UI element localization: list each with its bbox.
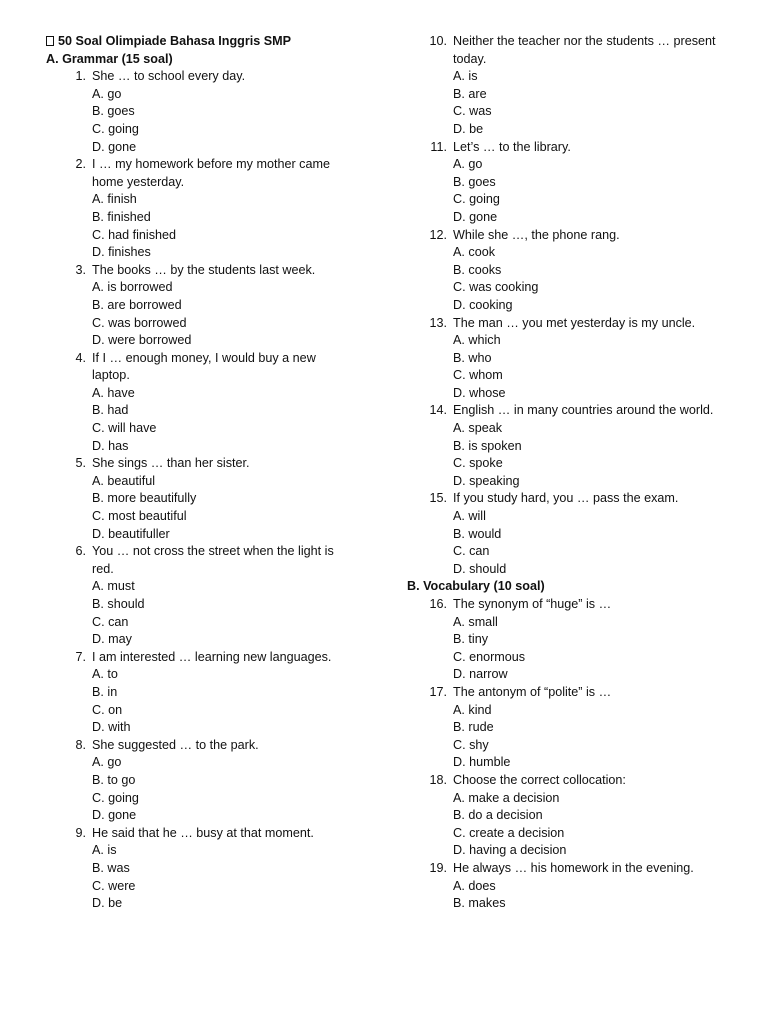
- question-stem: [46, 455, 376, 473]
- question-stem: [407, 772, 752, 790]
- question-text: Neither the teacher nor the students … present today.: [453, 34, 716, 66]
- answer-option: B. who: [453, 350, 492, 365]
- document-title-text: 50 Soal Olimpiade Bahasa Inggris SMP: [58, 34, 292, 48]
- answer-option: C. shy: [453, 737, 489, 752]
- question-item: [407, 490, 752, 578]
- answer-option: B. is spoken: [453, 438, 522, 453]
- answer-option: A. speak: [453, 421, 503, 436]
- question-number: 5.: [75, 456, 86, 471]
- answer-option: C. will have: [92, 421, 157, 436]
- question-item: [46, 455, 376, 543]
- question-item: [46, 825, 376, 913]
- answer-option: B. tiny: [453, 632, 488, 647]
- answer-option: B. goes: [453, 174, 496, 189]
- question-stem: [46, 649, 376, 667]
- question-stem: [407, 315, 752, 333]
- question-stem: [407, 402, 752, 420]
- question-stem: [407, 139, 752, 157]
- question-item: [407, 596, 752, 684]
- answer-option: B. goes: [92, 104, 135, 119]
- answer-option: C. were: [92, 878, 136, 893]
- answer-option: C. had finished: [92, 227, 177, 242]
- question-list-left: [46, 68, 376, 913]
- answer-option: B. should: [92, 597, 145, 611]
- question-stem: [46, 262, 376, 280]
- question-item: [46, 350, 376, 456]
- answer-option: D. cooking: [453, 297, 513, 312]
- answer-option: B. to go: [92, 772, 136, 787]
- answer-option: B. finished: [92, 209, 151, 224]
- question-stem: [407, 860, 752, 878]
- question-stem: [407, 227, 752, 245]
- answer-option: D. may: [92, 632, 132, 647]
- answer-option: C. was cooking: [453, 280, 539, 295]
- answer-option: C. create a decision: [453, 825, 565, 840]
- answer-option: B. are borrowed: [92, 297, 182, 312]
- answer-option: D. humble: [453, 755, 511, 770]
- question-stem: [46, 68, 376, 86]
- answer-option: D. gone: [92, 808, 137, 823]
- question-text: She suggested … to the park.: [92, 737, 259, 752]
- question-text: She … to school every day.: [92, 69, 246, 84]
- question-text: She sings … than her sister.: [92, 456, 250, 471]
- answer-option: A. go: [92, 86, 122, 101]
- answer-option: A. does: [453, 878, 496, 893]
- answer-option: C. most beautiful: [92, 509, 187, 524]
- question-item: [46, 649, 376, 737]
- answer-option: A. is: [453, 69, 478, 84]
- answer-option: C. can: [453, 544, 490, 559]
- question-stem: [407, 596, 752, 614]
- question-item: [407, 33, 752, 139]
- answer-option: D. should: [453, 561, 507, 576]
- question-number: 14.: [429, 403, 447, 418]
- question-number: 9.: [75, 825, 86, 840]
- answer-option: B. had: [92, 403, 129, 418]
- answer-option: B. are: [453, 86, 487, 101]
- answer-option: B. was: [92, 860, 130, 875]
- answer-option: A. is: [92, 843, 117, 858]
- answer-option: C. going: [92, 121, 139, 136]
- question-stem: [407, 684, 752, 702]
- question-number: 13.: [429, 315, 447, 330]
- question-item: [46, 68, 376, 156]
- question-number: 12.: [429, 227, 447, 242]
- question-item: [407, 315, 752, 403]
- answer-option: B. makes: [453, 896, 506, 911]
- answer-option: D. whose: [453, 385, 506, 400]
- question-stem: [407, 490, 752, 508]
- answer-option: C. was: [453, 104, 492, 119]
- answer-option: A. kind: [453, 702, 492, 717]
- answer-option: C. can: [92, 614, 129, 629]
- left-column: [46, 33, 376, 913]
- answer-option: D. gone: [453, 209, 498, 224]
- question-number: 8.: [75, 737, 86, 752]
- question-text: He always … his homework in the evening.: [453, 860, 694, 875]
- answer-option: A. is borrowed: [92, 280, 173, 295]
- question-text: I am interested … learning new languages.: [92, 649, 332, 664]
- question-number: 19.: [429, 860, 447, 875]
- answer-option: D. speaking: [453, 473, 520, 488]
- answer-option: A. to: [92, 667, 118, 682]
- answer-option: D. has: [92, 438, 129, 453]
- answer-option: A. go: [92, 755, 122, 770]
- question-text: While she …, the phone rang.: [453, 227, 620, 242]
- question-item: [407, 402, 752, 490]
- question-item: [407, 772, 752, 860]
- question-number: 17.: [429, 684, 447, 699]
- answer-option: A. small: [453, 614, 498, 629]
- answer-option: A. finish: [92, 192, 137, 207]
- question-number: 1.: [75, 69, 86, 84]
- question-text: Choose the correct collocation:: [453, 772, 626, 787]
- question-number: 7.: [75, 649, 86, 664]
- answer-option: B. more beautifully: [92, 491, 197, 506]
- question-stem: [46, 825, 376, 843]
- answer-option: A. must: [92, 579, 135, 594]
- answer-option: D. narrow: [453, 667, 508, 682]
- answer-option: A. beautiful: [92, 473, 156, 488]
- answer-option: A. go: [453, 157, 483, 172]
- question-list-right-bottom: [407, 596, 752, 913]
- right-column: [407, 33, 752, 913]
- answer-option: C. whom: [453, 368, 503, 383]
- answer-option: B. rude: [453, 720, 494, 735]
- question-text: The antonym of “polite” is …: [453, 684, 612, 699]
- answer-option: A. will: [453, 509, 486, 524]
- answer-option: B. cooks: [453, 262, 502, 277]
- question-item: [46, 737, 376, 825]
- question-item: [46, 262, 376, 350]
- section-heading-vocabulary: B. Vocabulary (10 soal): [407, 579, 545, 594]
- question-item: [407, 684, 752, 772]
- question-number: 11.: [430, 139, 447, 154]
- answer-option: C. going: [92, 790, 139, 805]
- answer-option: B. do a decision: [453, 808, 543, 823]
- question-number: 2.: [75, 157, 86, 172]
- question-number: 4.: [75, 350, 86, 365]
- question-number: 6.: [75, 544, 86, 559]
- question-stem: [46, 156, 376, 191]
- question-text: English … in many countries around the world.: [453, 403, 714, 418]
- question-text: If you study hard, you … pass the exam.: [453, 491, 679, 506]
- question-text: The man … you met yesterday is my uncle.: [453, 315, 696, 330]
- answer-option: B. in: [92, 684, 118, 699]
- answer-option: D. be: [92, 896, 123, 911]
- document-title: [46, 33, 376, 51]
- question-text: The books … by the students last week.: [92, 262, 316, 277]
- question-stem: [46, 543, 376, 578]
- answer-option: A. cook: [453, 245, 495, 260]
- question-text: Let’s … to the library.: [453, 139, 571, 154]
- answer-option: A. make a decision: [453, 790, 560, 805]
- question-item: [46, 543, 376, 649]
- answer-option: C. on: [92, 702, 123, 717]
- answer-option: C. going: [453, 192, 500, 207]
- answer-option: D. beautifuller: [92, 526, 170, 541]
- answer-option: D. with: [92, 720, 131, 735]
- section-heading-grammar: A. Grammar (15 soal): [46, 51, 173, 66]
- question-number: 10.: [429, 34, 447, 48]
- question-number: 18.: [429, 772, 447, 787]
- answer-option: B. would: [453, 526, 502, 541]
- question-text: I … my homework before my mother came home yesterday.: [92, 157, 330, 189]
- answer-option: D. finishes: [92, 245, 151, 260]
- question-number: 16.: [429, 597, 447, 611]
- question-text: The synonym of “huge” is …: [453, 597, 612, 611]
- answer-option: C. spoke: [453, 456, 503, 471]
- question-number: 3.: [75, 262, 86, 277]
- question-number: 15.: [429, 491, 447, 506]
- question-list-right-top: [407, 33, 752, 578]
- question-stem: [46, 737, 376, 755]
- answer-option: C. enormous: [453, 649, 526, 664]
- answer-option: A. which: [453, 333, 501, 348]
- answer-option: C. was borrowed: [92, 315, 187, 330]
- question-text: He said that he … busy at that moment.: [92, 825, 314, 840]
- question-item: [407, 139, 752, 227]
- question-item: [46, 156, 376, 262]
- answer-option: D. were borrowed: [92, 333, 192, 348]
- question-item: [407, 227, 752, 315]
- missing-glyph-icon: [46, 36, 54, 46]
- question-text: You … not cross the street when the light is red.: [92, 544, 334, 576]
- answer-option: D. gone: [92, 139, 137, 154]
- answer-option: D. be: [453, 121, 484, 136]
- question-text: If I … enough money, I would buy a new laptop.: [92, 350, 316, 383]
- answer-option: A. have: [92, 385, 135, 400]
- question-item: [407, 860, 752, 913]
- question-stem: [46, 350, 376, 385]
- answer-option: D. having a decision: [453, 843, 567, 858]
- question-stem: [407, 33, 752, 68]
